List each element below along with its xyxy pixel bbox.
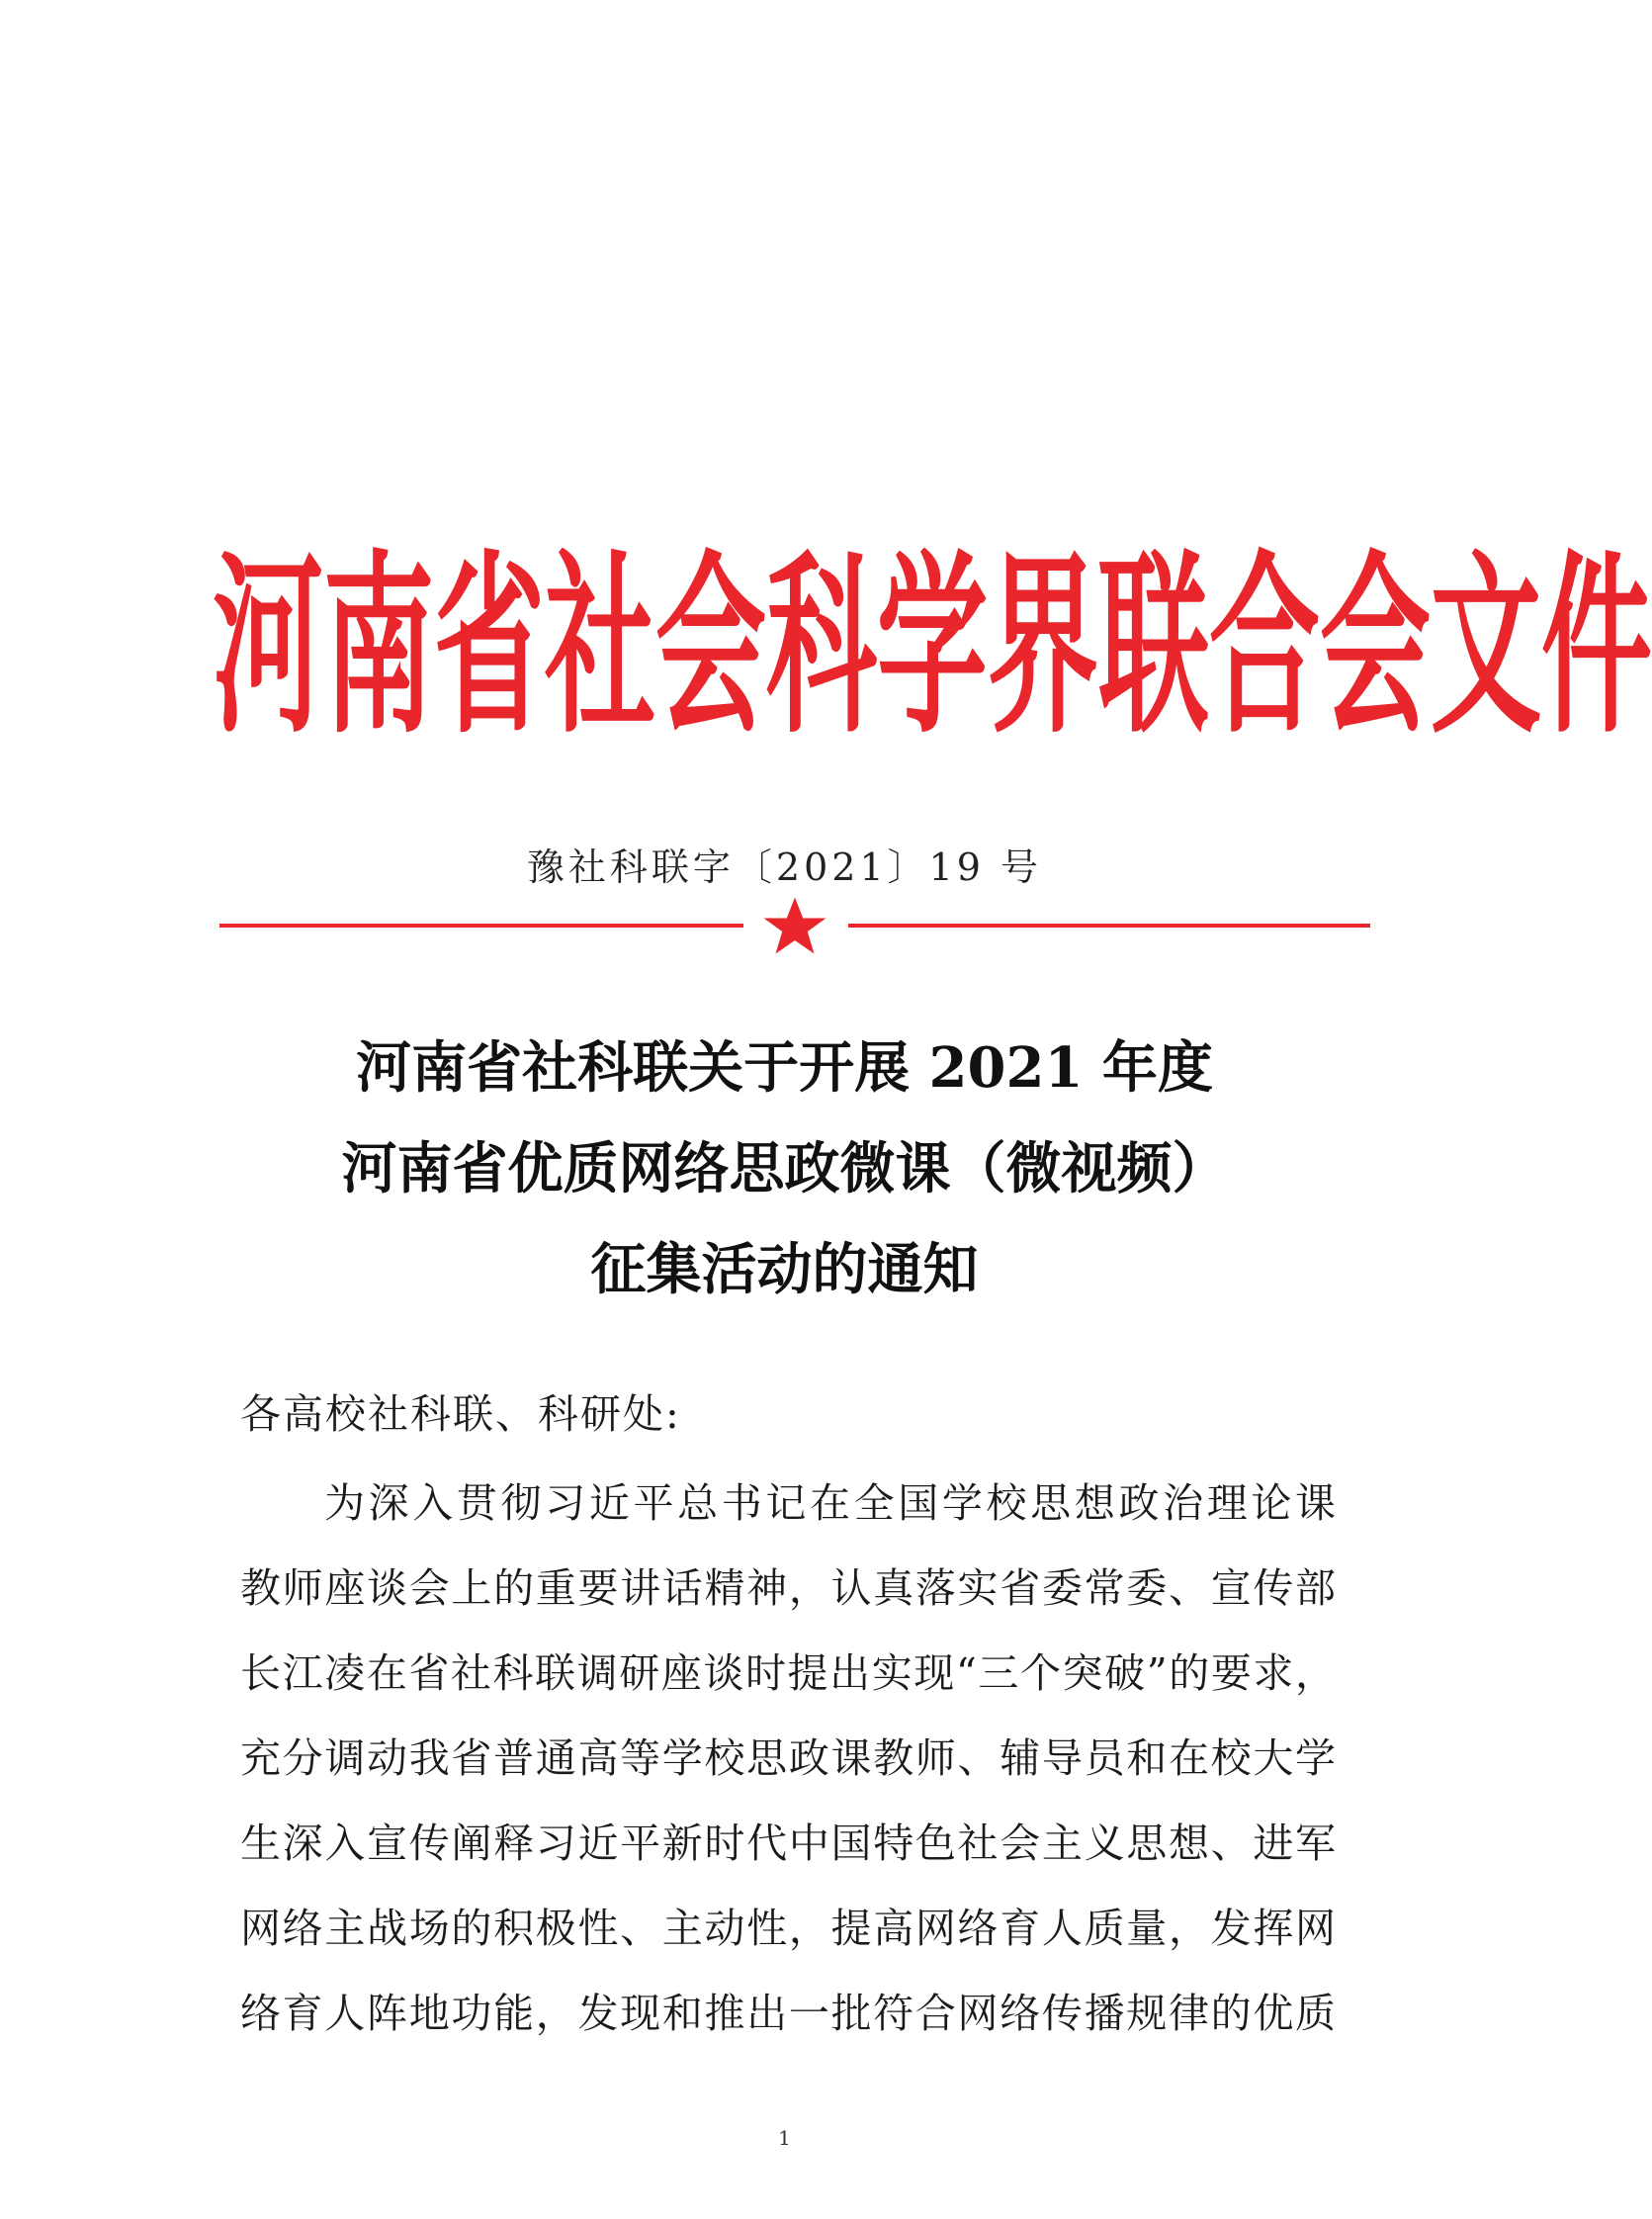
body-line-4: 充分调动我省普通高等学校思政课教师、辅导员和在校大学	[240, 1734, 1336, 1782]
body-line-6: 网络主战场的积极性、主动性，提高网络育人质量，发挥网	[240, 1905, 1336, 1952]
notice-title-line-1: 河南省社科联关于开展 2021 年度	[356, 1035, 1213, 1101]
notice-title-line-3: 征集活动的通知	[590, 1237, 979, 1302]
body-line-7: 络育人阵地功能，发现和推出一批符合网络传播规律的优质	[240, 1990, 1336, 2037]
body-line-5: 生深入宣传阐释习近平新时代中国特色社会主义思想、进军	[240, 1820, 1336, 1867]
page-number: 1	[778, 2126, 791, 2150]
document-number: 豫社科联字〔2021〕19 号	[526, 845, 1043, 889]
masthead-title	[213, 535, 1652, 760]
red-rule-right	[848, 924, 1370, 928]
body-line-3: 长江凌在省社科联调研座谈时提出实现“三个突破”的要求，	[240, 1649, 1336, 1697]
masthead-text: 河南省社会科学界联合会文件	[213, 535, 1652, 760]
red-star-icon	[757, 896, 832, 955]
salutation: 各高校社科联、科研处:	[240, 1390, 681, 1438]
body-line-1: 为深入贯彻习近平总书记在全国学校思想政治理论课	[324, 1479, 1336, 1527]
body-line-2: 教师座谈会上的重要讲话精神，认真落实省委常委、宣传部	[240, 1564, 1336, 1612]
notice-title-line-2: 河南省优质网络思政微课（微视频）	[341, 1136, 1228, 1201]
red-rule-left	[219, 924, 743, 928]
